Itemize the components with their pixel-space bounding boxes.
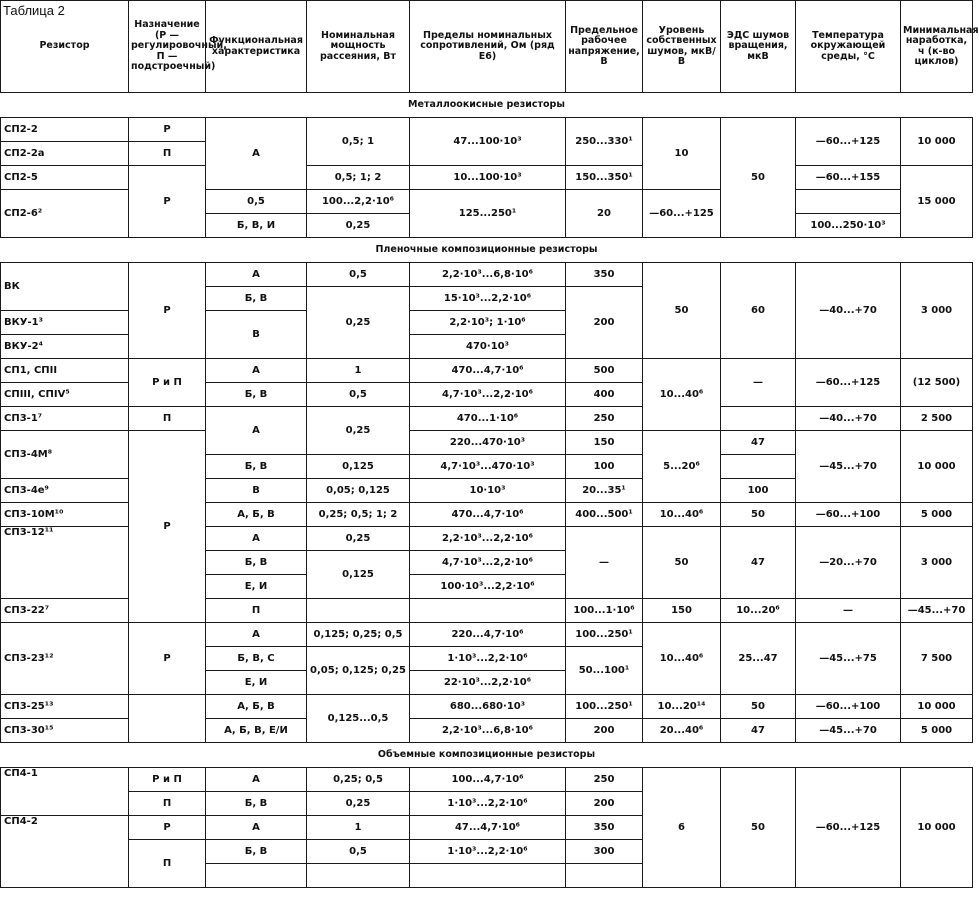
rotation-noise-cell: 50	[721, 695, 796, 719]
power-cell: 0,25	[307, 214, 410, 238]
temperature-cell: —20...+70	[796, 527, 901, 599]
rotation-noise-cell	[721, 455, 796, 479]
voltage-cell: 400...500¹	[566, 503, 643, 527]
temperature-cell: —60...+100	[796, 503, 901, 527]
rotation-noise-cell: 50	[721, 768, 796, 888]
power-cell: 0,25; 0,5; 1; 2	[307, 503, 410, 527]
temperature-cell: —60...+125	[643, 190, 721, 238]
purpose-cell	[129, 695, 206, 743]
operating-time-cell: 3 000	[901, 527, 973, 599]
power-cell: 0,125	[307, 455, 410, 479]
power-cell: 0,25	[307, 287, 410, 359]
resistance-cell: 1·10³...2,2·10⁶	[410, 647, 566, 671]
function-cell: Б, В	[206, 792, 307, 816]
header-resistance-limits: Пределы номинальных сопротивлений, Ом (ряд Е6)	[410, 1, 566, 93]
resistance-cell: 470...4,7·10⁶	[410, 503, 566, 527]
header-row	[1, 1, 973, 93]
function-cell: Б, В, С	[206, 647, 307, 671]
operating-time-cell: 5 000	[901, 503, 973, 527]
resistance-cell: 10·10³	[410, 479, 566, 503]
section-row	[1, 93, 973, 118]
resistor-name: СП3-1⁷	[1, 407, 129, 431]
purpose-cell: Р	[129, 431, 206, 623]
power-cell: 0,05; 0,125	[307, 479, 410, 503]
function-cell: Б, В	[206, 551, 307, 575]
function-cell: Е, И	[206, 575, 307, 599]
temperature-cell: —40...+70	[796, 407, 901, 431]
resistance-cell: 470...4,7·10⁶	[410, 359, 566, 383]
power-cell: 0,25	[307, 792, 410, 816]
function-cell: А	[206, 359, 307, 383]
rotation-noise-cell: 47	[721, 719, 796, 743]
header-nominal-power: Номинальная мощность рассеяния, Вт	[307, 1, 410, 93]
resistance-cell: 220...470·10³	[410, 431, 566, 455]
voltage-cell: —	[566, 527, 643, 599]
operating-time-cell: 15 000	[901, 166, 973, 238]
purpose-cell: Р	[129, 816, 206, 840]
section-title-bulk-composite: Объемные композиционные резисторы	[1, 743, 973, 768]
header-purpose: Назначение (Р — регулировочный, П — подстроечный)	[129, 1, 206, 93]
temperature-cell: —45...+75	[796, 623, 901, 695]
section-title-film-composite: Пленочные композиционные резисторы	[1, 238, 973, 263]
table-row	[1, 359, 973, 383]
resistor-name: ВКУ-2⁴	[1, 335, 129, 359]
resistance-cell: 2,2·10³...2,2·10⁶	[410, 527, 566, 551]
resistor-name: СП3-22⁷	[1, 599, 129, 623]
table-row	[1, 768, 973, 792]
voltage-cell: 200	[566, 287, 643, 359]
table-row	[1, 695, 973, 719]
noise-cell: 20...40⁶	[643, 719, 721, 743]
power-cell	[410, 599, 566, 623]
power-cell: 0,5	[206, 190, 307, 214]
operating-time-cell: 10 000	[901, 768, 973, 888]
noise-cell: 20	[566, 190, 643, 238]
function-cell: А	[206, 407, 307, 455]
voltage-cell: 50...100¹	[566, 647, 643, 695]
resistance-cell: 100...4,7·10⁶	[410, 768, 566, 792]
rotation-noise-cell: 47	[721, 527, 796, 599]
header-ambient-temperature: Температура окружающей среды, °С	[796, 1, 901, 93]
resistor-name: СП2-2	[1, 118, 129, 142]
header-min-operating-time: Минимальная наработка, ч (к-во циклов)	[901, 1, 973, 93]
resistance-cell: 680...680·10³	[410, 695, 566, 719]
temperature-cell: —45...+70	[796, 719, 901, 743]
temperature-cell: —60...+125	[796, 359, 901, 407]
section-title-metal-oxide: Металлоокисные резисторы	[1, 93, 973, 118]
purpose-cell: П	[129, 840, 206, 888]
function-cell: А	[206, 623, 307, 647]
voltage-cell: 20...35¹	[566, 479, 643, 503]
purpose-cell: Р и П	[129, 768, 206, 792]
function-cell: А	[206, 118, 307, 190]
resistor-name: СП2-6²	[1, 190, 129, 238]
operating-time-cell: 7 500	[901, 623, 973, 695]
voltage-cell: 100...250¹	[566, 695, 643, 719]
resistor-name: СП3-23¹²	[1, 623, 129, 695]
noise-cell: 10...20¹⁴	[643, 695, 721, 719]
resistor-name: СП2-5	[1, 166, 129, 190]
resistance-cell: 47...100·10³	[410, 118, 566, 166]
power-cell: 0,5	[307, 263, 410, 287]
resistor-name: СП4-2	[1, 816, 129, 888]
voltage-cell: 350	[566, 816, 643, 840]
purpose-cell: П	[129, 792, 206, 816]
resistance-cell: 470...1·10⁶	[410, 407, 566, 431]
function-cell: В	[206, 311, 307, 359]
voltage-cell: 150	[566, 431, 643, 455]
resistance-cell: 220...4,7·10⁶	[410, 623, 566, 647]
function-cell: А	[206, 527, 307, 551]
temperature-cell: —60...+155	[796, 166, 901, 190]
temperature-cell: —40...+70	[796, 263, 901, 359]
operating-time-cell: 5 000	[901, 719, 973, 743]
voltage-cell: 150...350¹	[566, 166, 643, 190]
function-cell: А, Б, В	[206, 695, 307, 719]
resistor-name: СП3-30¹⁵	[1, 719, 129, 743]
power-cell: 0,125; 0,25; 0,5	[307, 623, 410, 647]
header-noise-level: Уровень собственных шумов, мкВ/В	[643, 1, 721, 93]
table-row	[1, 407, 973, 431]
resistance-cell: 100...250·10³	[796, 214, 901, 238]
function-cell	[307, 599, 410, 623]
purpose-cell: П	[129, 142, 206, 166]
noise-cell: 5...20⁶	[643, 431, 721, 503]
power-cell: 0,5; 1; 2	[307, 166, 410, 190]
purpose-cell: Р	[129, 263, 206, 359]
resistance-cell: 100...1·10⁶	[566, 599, 643, 623]
power-cell: 0,5	[307, 840, 410, 864]
function-cell: В	[206, 479, 307, 503]
resistance-cell: 2,2·10³; 1·10⁶	[410, 311, 566, 335]
power-cell: 1	[307, 816, 410, 840]
voltage-cell: 125...250¹	[410, 190, 566, 238]
resistance-cell	[410, 864, 566, 888]
function-cell: Б, В	[206, 455, 307, 479]
function-cell: А	[206, 816, 307, 840]
rotation-noise-cell: 50	[721, 118, 796, 238]
purpose-cell: Р	[129, 166, 206, 238]
table-row	[1, 263, 973, 287]
operating-time-cell: 10 000	[901, 695, 973, 719]
voltage-cell: 100	[566, 455, 643, 479]
temperature-cell: —45...+70	[901, 599, 973, 623]
rotation-noise-cell: 25...47	[721, 623, 796, 695]
table-row	[1, 623, 973, 647]
resistance-cell: 47...4,7·10⁶	[410, 816, 566, 840]
noise-cell: 10...40⁶	[643, 503, 721, 527]
noise-cell: 10...40⁶	[643, 623, 721, 695]
function-cell: Б, В	[206, 287, 307, 311]
noise-cell: 10	[643, 118, 721, 190]
power-cell: 0,125	[307, 551, 410, 599]
purpose-cell: Р	[129, 623, 206, 695]
section-row	[1, 238, 973, 263]
resistance-cell: 470·10³	[410, 335, 566, 359]
resistance-cell: 22·10³...2,2·10⁶	[410, 671, 566, 695]
table-row	[1, 118, 973, 142]
resistance-cell: 15·10³...2,2·10⁶	[410, 287, 566, 311]
function-cell: А	[206, 768, 307, 792]
resistance-cell: 1·10³...2,2·10⁶	[410, 792, 566, 816]
function-cell: Е, И	[206, 671, 307, 695]
voltage-cell: 200	[566, 792, 643, 816]
resistance-cell: 4,7·10³...470·10³	[410, 455, 566, 479]
function-cell: Б, В	[206, 383, 307, 407]
resistor-name: СП1, СПII	[1, 359, 129, 383]
resistor-name: СП4-1	[1, 768, 129, 816]
table-title: Таблица 2	[3, 3, 65, 18]
resistor-name: СПIII, СПIV⁵	[1, 383, 129, 407]
temperature-cell: —60...+125	[796, 768, 901, 888]
power-cell: 0,05; 0,125; 0,25	[307, 647, 410, 695]
noise-cell: 50	[643, 527, 721, 599]
function-cell: Б, В	[206, 840, 307, 864]
rotation-noise-cell	[721, 407, 796, 431]
function-cell	[206, 864, 307, 888]
resistance-cell: 2,2·10³...6,8·10⁶	[410, 263, 566, 287]
purpose-cell: П	[206, 599, 307, 623]
power-cell: 0,25	[307, 527, 410, 551]
purpose-cell: Р и П	[129, 359, 206, 407]
temperature-cell: —60...+100	[796, 695, 901, 719]
voltage-cell: 250	[566, 768, 643, 792]
power-cell	[307, 864, 410, 888]
power-cell: 0,125...0,5	[307, 695, 410, 743]
resistor-name: СП3-12¹¹	[1, 527, 129, 599]
purpose-cell: П	[129, 407, 206, 431]
operating-time-cell: 2 500	[901, 407, 973, 431]
header-resistor-text: Резистор	[39, 40, 90, 52]
power-cell: 0,25	[307, 407, 410, 455]
noise-cell: 10...40⁶	[643, 359, 721, 431]
temperature-cell: —45...+70	[796, 431, 901, 503]
header-functional-characteristic: Функциональная характеристика	[206, 1, 307, 93]
resistor-name: ВК	[1, 263, 129, 311]
power-cell: 0,25; 0,5	[307, 768, 410, 792]
rotation-noise-cell: —	[721, 359, 796, 407]
rotation-noise-cell: 100	[721, 479, 796, 503]
table-row	[1, 166, 973, 190]
function-cell: А	[206, 263, 307, 287]
resistor-name: СП3-25¹³	[1, 695, 129, 719]
power-cell: 0,5; 1	[307, 118, 410, 166]
resistance-cell: 2,2·10³...6,8·10⁶	[410, 719, 566, 743]
operating-time-cell: 10 000	[901, 431, 973, 503]
voltage-cell: 250	[566, 407, 643, 431]
resistance-cell: 10...100·10³	[410, 166, 566, 190]
voltage-cell: 350	[566, 263, 643, 287]
voltage-cell: 150	[643, 599, 721, 623]
power-cell: 0,5	[307, 383, 410, 407]
resistor-name: СП3-10М¹⁰	[1, 503, 129, 527]
function-cell: А, Б, В	[206, 503, 307, 527]
purpose-cell: Р	[129, 118, 206, 142]
rotation-noise-cell: —	[796, 599, 901, 623]
function-cell: А, Б, В, Е/И	[206, 719, 307, 743]
voltage-cell: 250...330¹	[566, 118, 643, 166]
resistor-name: ВКУ-1³	[1, 311, 129, 335]
voltage-cell: 200	[566, 719, 643, 743]
header-rotation-noise-emf: ЭДС шумов вращения, мкВ	[721, 1, 796, 93]
resistance-cell: 100·10³...2,2·10⁶	[410, 575, 566, 599]
function-cell: Б, В, И	[206, 214, 307, 238]
voltage-cell: 500	[566, 359, 643, 383]
voltage-cell: 400	[566, 383, 643, 407]
noise-cell: 50	[643, 263, 721, 359]
voltage-cell: 100...250¹	[566, 623, 643, 647]
noise-cell: 6	[643, 768, 721, 888]
rotation-noise-cell: 60	[721, 263, 796, 359]
rotation-noise-cell: 50	[721, 503, 796, 527]
resistor-name: СП2-2а	[1, 142, 129, 166]
resistance-cell: 4,7·10³...2,2·10⁶	[410, 551, 566, 575]
resistance-cell: 100...2,2·10⁶	[307, 190, 410, 214]
rotation-noise-cell: 47	[721, 431, 796, 455]
voltage-cell: 300	[566, 840, 643, 864]
voltage-cell	[566, 864, 643, 888]
resistance-cell: 4,7·10³...2,2·10⁶	[410, 383, 566, 407]
operating-time-cell: 10 000	[901, 118, 973, 166]
section-row	[1, 743, 973, 768]
resistance-cell: 1·10³...2,2·10⁶	[410, 840, 566, 864]
operating-time-cell: 3 000	[901, 263, 973, 359]
noise-cell: 10...20⁶	[721, 599, 796, 623]
temperature-cell: —60...+125	[796, 118, 901, 166]
resistor-name: СП3-4е⁹	[1, 479, 129, 503]
table-row	[1, 431, 973, 455]
operating-time-cell: (12 500)	[901, 359, 973, 407]
power-cell: 1	[307, 359, 410, 383]
header-working-voltage: Предельное рабочее напряжение, В	[566, 1, 643, 93]
resistor-name: СП3-4М⁸	[1, 431, 129, 479]
